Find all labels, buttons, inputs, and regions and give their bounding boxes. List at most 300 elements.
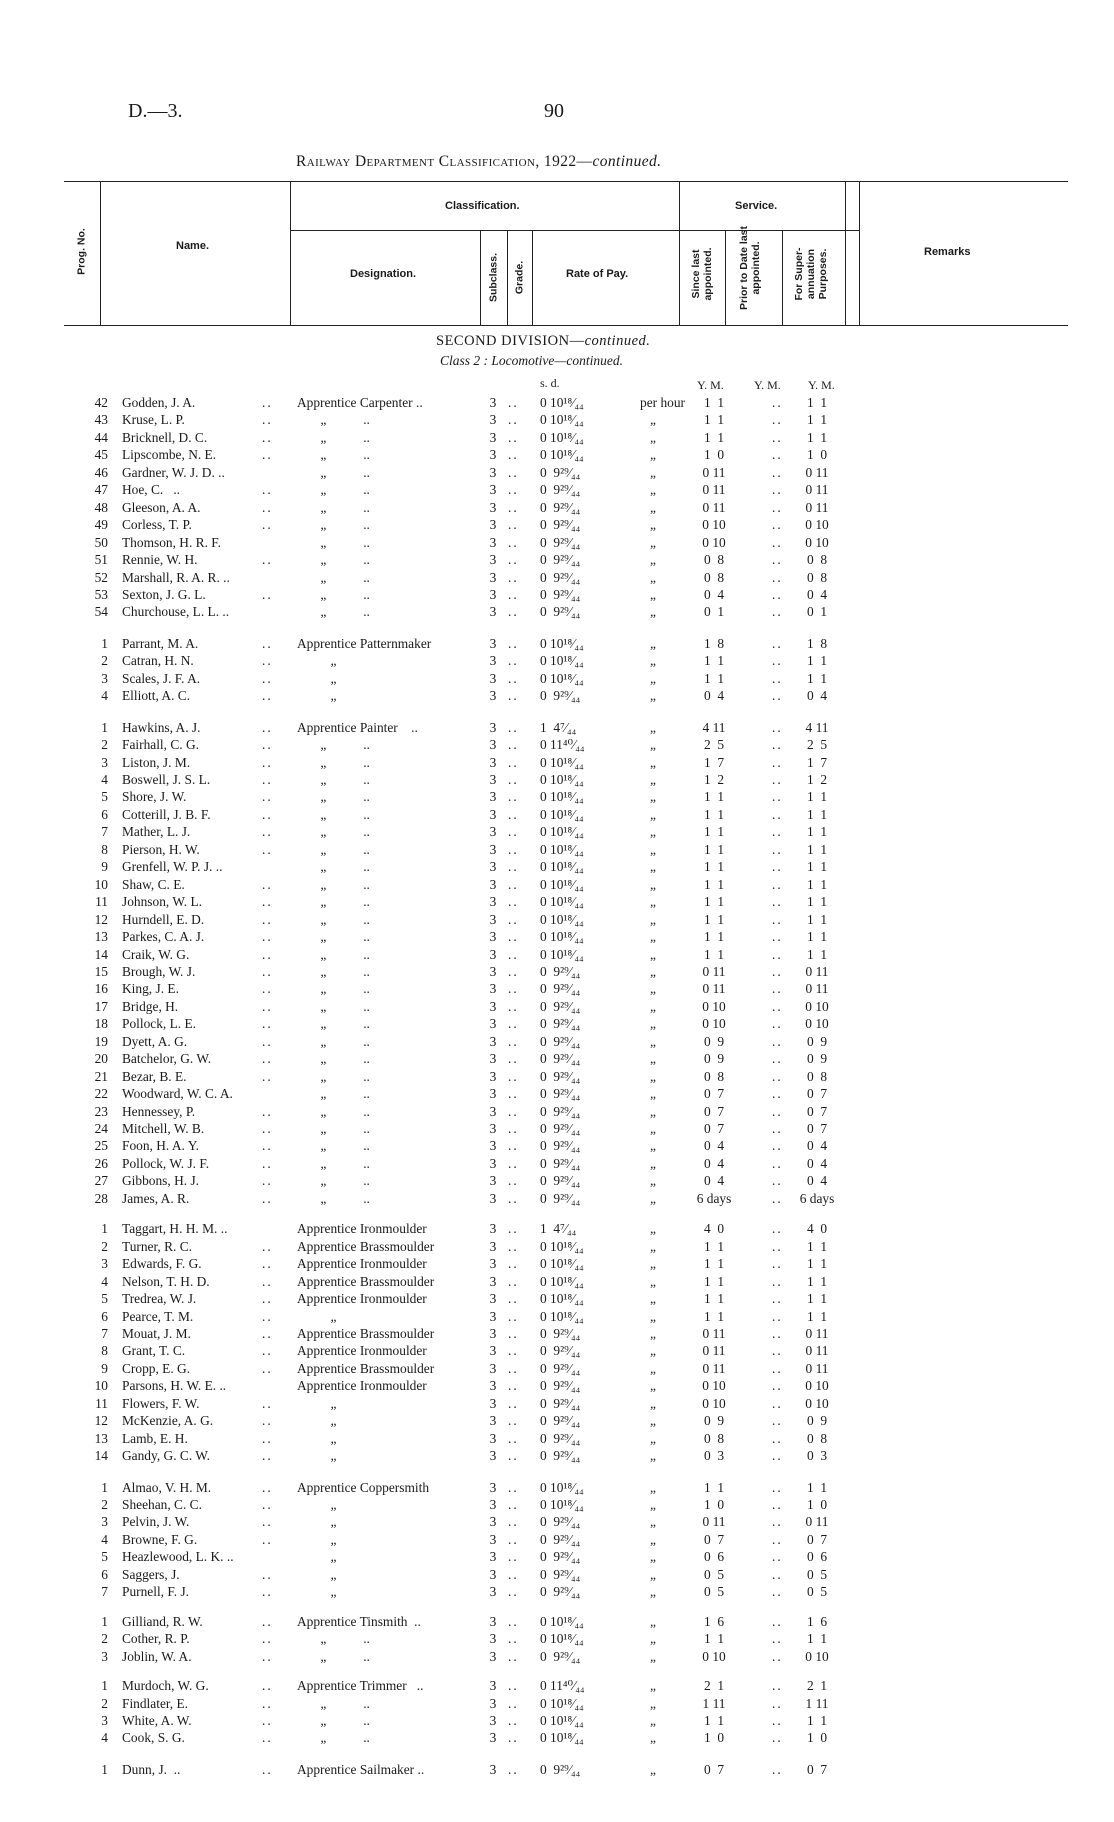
- leader-dots: ..: [772, 1712, 783, 1728]
- superannuation-cell: 0 9: [806, 1051, 828, 1067]
- leader-dots: ..: [262, 1256, 273, 1272]
- designation-cell: „ ..: [297, 806, 370, 822]
- table-row: [0, 516, 1114, 533]
- rate-cell: 0 9²⁹⁄₄₄: [540, 1360, 581, 1376]
- leader-dots: ..: [772, 772, 783, 787]
- name-cell: Rennie, W. H.: [122, 552, 198, 568]
- rate-cell: 0 9²⁹⁄₄₄: [540, 1325, 581, 1341]
- leader-dots: ..: [508, 604, 519, 620]
- rate-unit-cell: „: [640, 929, 656, 945]
- subclass-cell: 3: [489, 754, 497, 770]
- rate-cell: 0 9²⁹⁄₄₄: [540, 1103, 581, 1119]
- since-appointed-cell: 1 1: [703, 911, 725, 927]
- table-row: [0, 823, 1114, 840]
- leader-dots: ..: [772, 1256, 783, 1272]
- prog-no-cell: 4: [101, 688, 108, 704]
- table-row: [0, 1377, 1114, 1394]
- leader-dots: ..: [262, 1138, 273, 1154]
- designation-cell: „ ..: [297, 1712, 370, 1728]
- designation-cell: „ ..: [297, 1068, 370, 1084]
- leader-dots: ..: [508, 586, 519, 602]
- prog-no-cell: 11: [95, 1395, 108, 1411]
- prog-no-cell: 2: [101, 737, 108, 753]
- prog-no-cell: 15: [94, 963, 108, 979]
- superannuation-cell: 0 8: [806, 569, 828, 585]
- rate-unit-cell: „: [640, 1138, 656, 1154]
- rate-unit-cell: „: [640, 653, 656, 669]
- rate-unit-cell: „: [640, 1448, 656, 1464]
- leader-dots: ..: [262, 499, 273, 515]
- since-appointed-cell: 0 10: [702, 1016, 726, 1032]
- leader-dots: ..: [772, 1514, 783, 1530]
- name-cell: Fairhall, C. G.: [122, 737, 199, 753]
- subclass-cell: 3: [489, 1531, 497, 1547]
- prog-no-cell: 2: [101, 1238, 108, 1254]
- leader-dots: ..: [772, 911, 783, 927]
- leader-dots: ..: [772, 688, 783, 704]
- leader-dots: ..: [772, 653, 783, 669]
- rate-unit-cell: „: [640, 1103, 656, 1119]
- leader-dots: ..: [508, 1613, 519, 1629]
- prog-no-cell: 13: [94, 1430, 108, 1446]
- name-cell: Findlater, E.: [122, 1695, 189, 1711]
- since-appointed-cell: 1 0: [703, 1497, 725, 1512]
- prog-no-cell: 3: [101, 1514, 108, 1530]
- superannuation-cell: 1 1: [806, 1631, 828, 1647]
- leader-dots: ..: [508, 1549, 519, 1565]
- table-row: [0, 446, 1114, 463]
- superannuation-cell: 1 1: [806, 653, 828, 669]
- subclass-cell: 3: [489, 789, 497, 805]
- designation-cell: Apprentice Carpenter ..: [297, 395, 423, 410]
- superannuation-cell: 1 1: [806, 670, 828, 686]
- leader-dots: ..: [508, 1325, 519, 1341]
- leader-dots: ..: [262, 1033, 273, 1049]
- name-cell: Parkes, C. A. J.: [122, 929, 205, 945]
- table-row: [0, 788, 1114, 805]
- since-appointed-cell: 1 1: [703, 395, 725, 410]
- prog-no-cell: 46: [94, 464, 108, 480]
- subclass-cell: 3: [489, 1631, 497, 1647]
- prog-no-cell: 26: [94, 1155, 108, 1171]
- name-cell: Dyett, A. G.: [122, 1033, 188, 1049]
- prog-no-cell: 24: [94, 1121, 108, 1136]
- leader-dots: ..: [262, 1648, 273, 1664]
- prog-no-cell: 28: [94, 1190, 108, 1206]
- leader-dots: ..: [262, 911, 273, 927]
- leader-dots: ..: [508, 1712, 519, 1728]
- name-cell: Pearce, T. M.: [122, 1308, 194, 1324]
- rate-cell: 0 10¹⁸⁄₄₄: [540, 789, 584, 805]
- header-prog-no: Prog. No.: [75, 228, 88, 275]
- designation-cell: „ ..: [297, 772, 370, 787]
- prog-no-cell: 1: [101, 1479, 108, 1495]
- leader-dots: ..: [508, 670, 519, 686]
- superannuation-cell: 1 1: [806, 1479, 828, 1495]
- name-cell: Shore, J. W.: [122, 789, 187, 805]
- rate-cell: 0 9²⁹⁄₄₄: [540, 604, 581, 620]
- leader-dots: ..: [508, 1291, 519, 1307]
- name-cell: Johnson, W. L.: [122, 894, 202, 910]
- designation-cell: „ ..: [297, 447, 370, 463]
- leader-dots: ..: [262, 1613, 273, 1629]
- leader-dots: ..: [508, 429, 519, 445]
- leader-dots: ..: [262, 447, 273, 463]
- leader-dots: ..: [772, 1291, 783, 1307]
- subclass-cell: 3: [489, 1430, 497, 1446]
- leader-dots: ..: [508, 1238, 519, 1254]
- table-row: [0, 652, 1114, 669]
- name-cell: Brough, W. J.: [122, 963, 196, 979]
- rate-cell: 0 10¹⁸⁄₄₄: [540, 1238, 584, 1254]
- subclass-cell: 3: [489, 1138, 497, 1154]
- since-appointed-cell: 1 6: [703, 1613, 725, 1629]
- prog-no-cell: 54: [94, 604, 108, 620]
- since-appointed-cell: 1 1: [703, 946, 725, 962]
- prog-no-cell: 10: [94, 876, 108, 892]
- designation-cell: „ ..: [297, 1695, 370, 1711]
- table-row: [0, 1190, 1114, 1207]
- designation-cell: „ ..: [297, 824, 370, 840]
- table-row: [0, 1255, 1114, 1272]
- table-row: [0, 1613, 1114, 1630]
- leader-dots: ..: [262, 670, 273, 686]
- name-cell: Hoe, C. ..: [122, 482, 181, 498]
- table-row: [0, 946, 1114, 963]
- table-row: [0, 1308, 1114, 1325]
- rate-unit-cell: „: [640, 1190, 656, 1206]
- header-designation: Designation.: [350, 268, 417, 280]
- superannuation-cell: 0 11: [805, 499, 829, 515]
- leader-dots: ..: [262, 1712, 273, 1728]
- since-appointed-cell: 0 10: [702, 1648, 726, 1664]
- leader-dots: ..: [508, 1155, 519, 1171]
- leader-dots: ..: [508, 1648, 519, 1664]
- rate-cell: 0 9²⁹⁄₄₄: [540, 1531, 581, 1547]
- leader-dots: ..: [262, 653, 273, 669]
- rate-cell: 0 9²⁹⁄₄₄: [540, 1086, 581, 1102]
- since-appointed-cell: 4 11: [702, 719, 726, 735]
- rate-cell: 0 9²⁹⁄₄₄: [540, 1761, 581, 1777]
- subclass-cell: 3: [489, 1566, 497, 1582]
- designation-cell: Apprentice Coppersmith: [297, 1479, 430, 1495]
- prog-no-cell: 12: [94, 911, 108, 927]
- superannuation-cell: 1 1: [806, 946, 828, 962]
- since-appointed-cell: 0 10: [702, 517, 726, 533]
- table-row: [0, 893, 1114, 910]
- name-cell: Shaw, C. E.: [122, 876, 185, 892]
- rate-cell: 0 10¹⁸⁄₄₄: [540, 447, 584, 463]
- designation-cell: „ ..: [297, 754, 370, 770]
- name-cell: Mather, L. J.: [122, 824, 191, 840]
- since-appointed-cell: 1 1: [703, 789, 725, 805]
- leader-dots: ..: [262, 1631, 273, 1647]
- leader-dots: ..: [508, 1121, 519, 1136]
- leader-dots: ..: [262, 395, 273, 410]
- leader-dots: ..: [262, 824, 273, 840]
- designation-cell: „ ..: [297, 876, 370, 892]
- superannuation-cell: 1 1: [806, 412, 828, 428]
- division-title: [436, 333, 650, 350]
- leader-dots: ..: [772, 499, 783, 515]
- leader-dots: ..: [508, 719, 519, 735]
- name-cell: Elliott, A. C.: [122, 688, 191, 704]
- leader-dots: ..: [508, 824, 519, 840]
- name-cell: Heazlewood, L. K. ..: [122, 1549, 234, 1565]
- rate-cell: 0 11⁴⁰⁄₄₄: [540, 1678, 585, 1694]
- rate-cell: 0 10¹⁸⁄₄₄: [540, 1712, 584, 1728]
- name-cell: Gardner, W. J. D. ..: [122, 464, 225, 480]
- rate-unit-cell: „: [640, 737, 656, 753]
- subclass-cell: 3: [489, 806, 497, 822]
- prog-no-cell: 5: [101, 1549, 108, 1565]
- superannuation-cell: 1 1: [806, 876, 828, 892]
- designation-cell: „: [297, 1584, 337, 1600]
- prog-no-cell: 7: [101, 824, 108, 840]
- prog-no-cell: 52: [94, 569, 108, 585]
- designation-cell: „: [297, 1514, 337, 1530]
- table-row: [0, 1238, 1114, 1255]
- subclass-cell: 3: [489, 1648, 497, 1664]
- leader-dots: ..: [772, 395, 783, 410]
- subclass-cell: 3: [489, 1051, 497, 1067]
- leader-dots: ..: [508, 569, 519, 585]
- leader-dots: ..: [262, 737, 273, 753]
- prog-no-cell: 5: [101, 789, 108, 805]
- prog-no-cell: 42: [94, 395, 108, 410]
- name-cell: Cotterill, J. B. F.: [122, 806, 211, 822]
- leader-dots: ..: [262, 772, 273, 787]
- prog-no-cell: 6: [101, 1566, 108, 1582]
- designation-cell: „: [297, 670, 337, 686]
- subclass-cell: 3: [489, 534, 497, 550]
- leader-dots: ..: [772, 859, 783, 875]
- superannuation-cell: 0 11: [805, 963, 829, 979]
- rate-cell: 0 9²⁹⁄₄₄: [540, 1173, 581, 1189]
- name-cell: Bricknell, D. C.: [122, 429, 208, 445]
- rate-unit-cell: „: [640, 499, 656, 515]
- units-sd: s. d.: [540, 376, 560, 390]
- rate-unit-cell: „: [640, 894, 656, 910]
- since-appointed-cell: 1 1: [703, 1631, 725, 1647]
- leader-dots: ..: [772, 604, 783, 620]
- leader-dots: ..: [508, 1273, 519, 1289]
- name-cell: Mitchell, W. B.: [122, 1121, 205, 1136]
- rate-cell: 0 10¹⁸⁄₄₄: [540, 1613, 584, 1629]
- col-rule-name: [290, 181, 291, 325]
- subclass-cell: 3: [489, 499, 497, 515]
- leader-dots: ..: [262, 1413, 273, 1429]
- name-cell: White, A. W.: [122, 1712, 192, 1728]
- rate-cell: 0 9²⁹⁄₄₄: [540, 1033, 581, 1049]
- leader-dots: ..: [508, 1584, 519, 1600]
- header-rule-top: [64, 181, 1068, 182]
- leader-dots: ..: [262, 1308, 273, 1324]
- table-row: [0, 771, 1114, 788]
- name-cell: Hawkins, A. J.: [122, 719, 201, 735]
- leader-dots: ..: [508, 963, 519, 979]
- rate-unit-cell: „: [640, 1155, 656, 1171]
- rate-cell: 0 10¹⁸⁄₄₄: [540, 824, 584, 840]
- header-rule-mid: [290, 230, 859, 231]
- leader-dots: ..: [262, 789, 273, 805]
- since-appointed-cell: 0 11: [702, 981, 726, 997]
- table-row: [0, 1085, 1114, 1102]
- leader-dots: ..: [508, 1430, 519, 1446]
- leader-dots: ..: [508, 1033, 519, 1049]
- leader-dots: ..: [262, 1238, 273, 1254]
- leader-dots: ..: [508, 1051, 519, 1067]
- since-appointed-cell: 0 6: [703, 1549, 725, 1565]
- rate-unit-cell: „: [640, 586, 656, 602]
- name-cell: Scales, J. F. A.: [122, 670, 201, 686]
- designation-cell: Apprentice Brassmoulder: [297, 1238, 435, 1254]
- prog-no-cell: 21: [94, 1068, 108, 1084]
- subclass-cell: 3: [489, 894, 497, 910]
- superannuation-cell: 1 1: [806, 894, 828, 910]
- leader-dots: ..: [772, 737, 783, 753]
- rate-cell: 0 9²⁹⁄₄₄: [540, 569, 581, 585]
- subclass-cell: 3: [489, 688, 497, 704]
- name-cell: Pollock, W. J. F.: [122, 1155, 210, 1171]
- subclass-cell: 3: [489, 447, 497, 463]
- rate-cell: 0 9²⁹⁄₄₄: [540, 1430, 581, 1446]
- superannuation-cell: 1 1: [806, 824, 828, 840]
- superannuation-cell: 0 1: [806, 604, 828, 620]
- name-cell: Parrant, M. A.: [122, 635, 199, 651]
- subclass-cell: 3: [489, 1121, 497, 1136]
- leader-dots: ..: [508, 1730, 519, 1746]
- table-row: [0, 1479, 1114, 1496]
- since-appointed-cell: 1 1: [703, 1308, 725, 1324]
- leader-dots: ..: [772, 534, 783, 550]
- name-cell: Gleeson, A. A.: [122, 499, 201, 515]
- subclass-cell: 3: [489, 429, 497, 445]
- table-row: [0, 1290, 1114, 1307]
- prog-no-cell: 10: [94, 1378, 108, 1394]
- since-appointed-cell: 0 10: [702, 998, 726, 1014]
- since-appointed-cell: 1 1: [703, 859, 725, 875]
- designation-cell: Apprentice Ironmoulder: [297, 1378, 427, 1394]
- table-row: [0, 1583, 1114, 1600]
- prog-no-cell: 50: [94, 534, 108, 550]
- subclass-cell: 3: [489, 1678, 497, 1694]
- rate-cell: 0 10¹⁸⁄₄₄: [540, 412, 584, 428]
- rate-unit-cell: „: [640, 1221, 656, 1237]
- designation-cell: „ ..: [297, 1103, 370, 1119]
- units-since: Y. M.: [697, 378, 724, 392]
- name-cell: Boswell, J. S. L.: [122, 772, 211, 787]
- designation-cell: Apprentice Brassmoulder: [297, 1360, 435, 1376]
- since-appointed-cell: 0 7: [703, 1103, 725, 1119]
- rate-cell: 0 11⁴⁰⁄₄₄: [540, 737, 585, 753]
- table-row: [0, 394, 1114, 411]
- subclass-cell: 3: [489, 981, 497, 997]
- table-row: [0, 736, 1114, 753]
- since-appointed-cell: 1 1: [703, 1238, 725, 1254]
- leader-dots: ..: [772, 824, 783, 840]
- subclass-cell: 3: [489, 1325, 497, 1341]
- table-row: [0, 534, 1114, 551]
- leader-dots: ..: [508, 635, 519, 651]
- prog-no-cell: 11: [95, 894, 108, 910]
- subclass-cell: 3: [489, 653, 497, 669]
- designation-cell: Apprentice Patternmaker: [297, 635, 432, 651]
- leader-dots: ..: [508, 894, 519, 910]
- leader-dots: ..: [262, 1291, 273, 1307]
- rate-cell: 0 9²⁹⁄₄₄: [540, 1514, 581, 1530]
- rate-cell: 0 10¹⁸⁄₄₄: [540, 929, 584, 945]
- rate-unit-cell: „: [640, 1514, 656, 1530]
- class-title: Class 2 : Locomotive—continued.: [440, 353, 623, 368]
- table-row: [0, 1395, 1114, 1412]
- subclass-cell: 3: [489, 1308, 497, 1324]
- leader-dots: ..: [772, 1016, 783, 1032]
- prog-no-cell: 47: [94, 482, 108, 498]
- leader-dots: ..: [508, 1138, 519, 1154]
- subclass-cell: 3: [489, 1584, 497, 1600]
- leader-dots: ..: [508, 929, 519, 945]
- prog-no-cell: 8: [101, 841, 108, 857]
- subclass-cell: 3: [489, 719, 497, 735]
- designation-cell: „ ..: [297, 569, 370, 585]
- leader-dots: ..: [772, 1103, 783, 1119]
- rate-unit-cell: „: [640, 1648, 656, 1664]
- name-cell: Hurndell, E. D.: [122, 911, 205, 927]
- leader-dots: ..: [772, 1221, 783, 1237]
- header-remarks: Remarks: [924, 246, 971, 258]
- leader-dots: ..: [508, 464, 519, 480]
- subclass-cell: 3: [489, 1497, 497, 1512]
- name-cell: Edwards, F. G.: [122, 1256, 202, 1272]
- rate-unit-cell: „: [640, 429, 656, 445]
- superannuation-cell: 0 4: [806, 1155, 828, 1171]
- leader-dots: ..: [262, 806, 273, 822]
- rate-unit-cell: „: [640, 1016, 656, 1032]
- designation-cell: Apprentice Sailmaker ..: [297, 1761, 425, 1777]
- name-cell: Almao, V. H. M.: [122, 1479, 212, 1495]
- designation-cell: „ ..: [297, 998, 370, 1014]
- leader-dots: ..: [508, 1413, 519, 1429]
- rate-cell: 0 9²⁹⁄₄₄: [540, 464, 581, 480]
- subclass-cell: 3: [489, 824, 497, 840]
- rate-cell: 0 9²⁹⁄₄₄: [540, 1549, 581, 1565]
- leader-dots: ..: [262, 1395, 273, 1411]
- leader-dots: ..: [508, 517, 519, 533]
- leader-dots: ..: [772, 789, 783, 805]
- leader-dots: ..: [508, 1308, 519, 1324]
- name-cell: Corless, T. P.: [122, 517, 192, 533]
- table-row: [0, 603, 1114, 620]
- leader-dots: ..: [772, 635, 783, 651]
- leader-dots: ..: [508, 1086, 519, 1102]
- leader-dots: ..: [772, 1325, 783, 1341]
- leader-dots: ..: [262, 1121, 273, 1136]
- table-row: [0, 806, 1114, 823]
- prog-no-cell: 27: [94, 1173, 108, 1189]
- leader-dots: ..: [508, 552, 519, 568]
- designation-cell: Apprentice Ironmoulder: [297, 1221, 427, 1237]
- prog-no-cell: 1: [101, 1678, 108, 1694]
- table-row: [0, 429, 1114, 446]
- col-rule-sub: [507, 230, 508, 325]
- table-row: [0, 1677, 1114, 1694]
- rate-unit-cell: „: [640, 981, 656, 997]
- leader-dots: ..: [772, 1584, 783, 1600]
- leader-dots: ..: [508, 1695, 519, 1711]
- prog-no-cell: 4: [101, 1730, 108, 1746]
- subclass-cell: 3: [489, 1103, 497, 1119]
